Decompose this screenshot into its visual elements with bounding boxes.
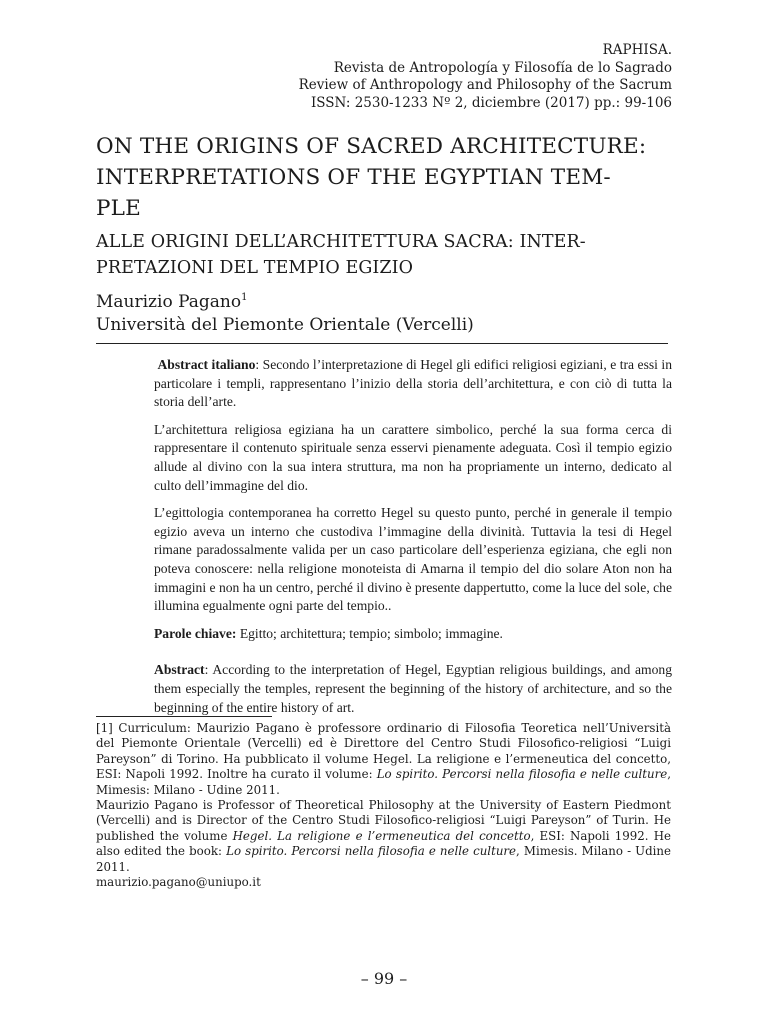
article-title	[96, 131, 676, 224]
abstract-section	[154, 356, 672, 726]
footnote	[96, 721, 671, 890]
footnote-italian-text: [1] Curriculum: Maurizio Pagano è professore ordinario di Filosofia Teoretica nell’Università del Piemonte Orientale (Vercelli) ed è Direttore del Centro Studi Filosofico-religiosi “Luigi Pareyson” di Torino. Ha pubblicato il volume Hegel. La religione e l’ermeneutica del concetto, ESI: Napoli 1992. Inoltre ha curato il volume:	[96, 721, 671, 782]
author-affiliation: Università del Piemonte Orientale (Vercelli)	[96, 315, 474, 335]
footnote-italian-book-title: Lo spirito. Percorsi nella filosofia e nelle culture	[376, 767, 668, 782]
footnote-english-text: Maurizio Pagano is Professor of Theoretical Philosophy at the University of Eastern Piedmont (Vercelli) and is Director of the Centro Studi Filosofico-religiosi “Luigi Pareyson” of Turin. He published the volume	[96, 798, 671, 843]
article-subtitle	[96, 229, 676, 281]
abstract-english-label: Abstract	[154, 662, 205, 678]
footnote-english	[96, 798, 671, 875]
article-subtitle-line: ALLE ORIGINI DELL’ARCHITETTURA SACRA: INTER-	[96, 232, 586, 252]
author-block	[96, 291, 474, 337]
article-subtitle-line: PRETAZIONI DEL TEMPIO EGIZIO	[96, 258, 414, 278]
footnote-english-publisher: , Mimesis. Milano - Udine 2011.	[96, 844, 671, 874]
abstract-italian-paragraph-3: L’egittologia contemporanea ha corretto Hegel su questo punto, perché in generale il tempio egizio aveva un interno che custodiva l’immagine della divinità. Tuttavia la tesi di Hegel rimane paradossalmente valida per un caso particolare dell’esperienza egiziana, che egli non poteva conoscere: nella religione monoteista di Amarna il tempio del dio solare Aton non ha immagini e non ha un centro, perché il divino è presente dappertutto, come la luce del sole, che illumina egualmente ogni parte del tempio..	[154, 505, 672, 614]
keywords-paragraph	[154, 625, 672, 644]
abstract-italian-paragraph-2: L’architettura religiosa egiziana ha un carattere simbolico, perché la sua forma cerca di rappresentare il contenuto spirituale senza esservi pienamente adeguata. Così il tempio egizio allude al divino con la sua intera struttura, ma non ha propriamente un interno, dedicato al culto dell’immagine del dio.	[154, 421, 672, 493]
page-number: – 99 –	[360, 969, 408, 988]
journal-spanish-title: Revista de Antropología y Filosofía de lo Sagrado	[333, 59, 672, 76]
author-name: Maurizio Pagano	[96, 292, 242, 312]
keywords-text: Egitto; architettura; tempio; simbolo; immagine.	[236, 625, 503, 641]
abstract-italian-text: : Secondo l’interpretazione di Hegel gli edifici religiosi egiziani, e tra essi in particolare i templi, rappresentano l’inizio della storia dell’architettura, e con ciò di tutta la storia dell’arte.	[154, 357, 672, 410]
footnote-divider	[96, 716, 272, 717]
author-line	[96, 291, 474, 314]
abstract-italian-label: Abstract italiano	[157, 357, 256, 372]
footnote-italian-publisher: , Mimesis: Milano - Udine 2011.	[96, 767, 671, 797]
abstract-english-paragraph	[154, 661, 672, 717]
journal-name: RAPHISA.	[602, 42, 672, 58]
author-email: maurizio.pagano@uniupo.it	[96, 875, 261, 890]
footnote-italian	[96, 721, 671, 798]
abstract-english-text: : According to the interpretation of Hegel, Egyptian religious buildings, and among them especially the temples, represent the beginning of the history of architecture, and so the beginning of the entire history of art.	[154, 662, 672, 715]
footnote-english-text-2: , ESI: Napoli 1992. He also edited the book:	[96, 828, 671, 859]
journal-english-title: Review of Anthropology and Philosophy of the Sacrum	[298, 77, 672, 93]
article-title-line: ON THE ORIGINS OF SACRED ARCHITECTURE:	[96, 134, 647, 159]
article-title-line: INTERPRETATIONS OF THE EGYPTIAN TEM-	[96, 165, 611, 190]
article-title-line: PLE	[96, 196, 142, 221]
author-footnote-mark: 1	[241, 292, 248, 303]
journal-issue: ISSN: 2530-1233 Nº 2, diciembre (2017) pp.: 99-106	[310, 94, 672, 111]
header-divider	[96, 343, 668, 344]
abstract-italian-paragraph	[154, 356, 672, 412]
footnote-english-book-title-1: Hegel. La religione e l’ermeneutica del concetto	[232, 828, 531, 843]
footnote-english-book-title-2: Lo spirito. Percorsi nella filosofia e nelle culture	[226, 844, 517, 859]
journal-header	[299, 42, 672, 112]
keywords-label: Parole chiave:	[154, 625, 237, 641]
